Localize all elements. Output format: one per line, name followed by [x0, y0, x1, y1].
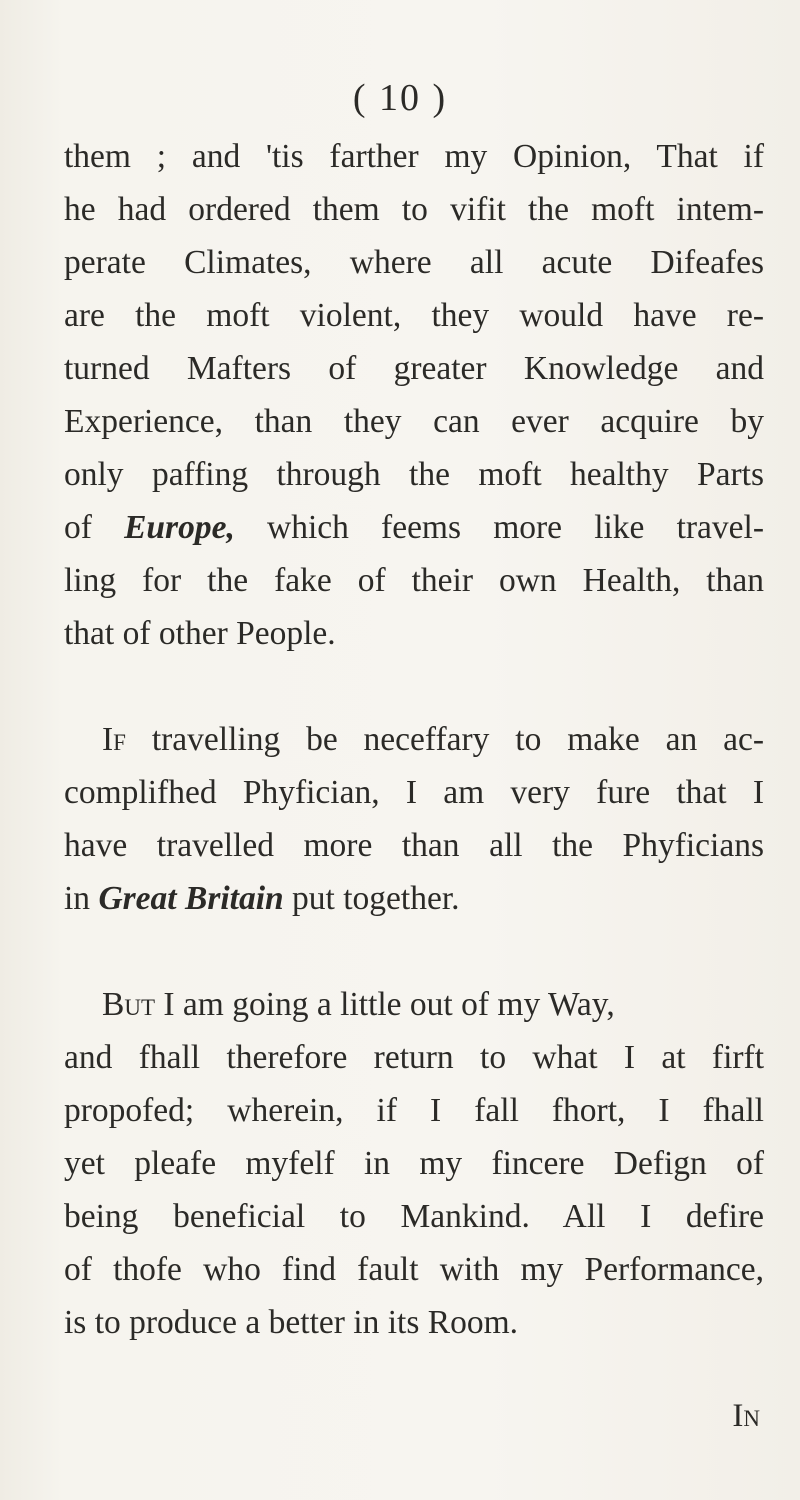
text-line: complifhed Phyfician, I am very fure that I [64, 774, 764, 811]
text-line [64, 501, 764, 554]
page-number: ( 10 ) [352, 77, 448, 119]
text-line: of thofe who find fault with my Performance, [64, 1251, 764, 1288]
italic-place-name: Great Britain [98, 880, 284, 917]
text-line [64, 713, 764, 766]
text-line: he had ordered them to vifit the moft intem- [64, 191, 764, 228]
paragraph-3 [64, 978, 764, 1349]
text-run: put together. [283, 880, 460, 917]
text-line: propofed; wherein, if I fall fhort, I fhall [64, 1092, 764, 1129]
body-text [64, 130, 764, 1349]
italic-place-name: Europe, [124, 509, 235, 546]
text-line: perate Climates, where all acute Difeafes [64, 244, 764, 281]
text-line [64, 872, 764, 925]
text-line: them ; and 'tis farther my Opinion, That if [64, 138, 764, 175]
text-line: turned Mafters of greater Knowledge and [64, 350, 764, 387]
text-line: ling for the fake of their own Health, than [64, 562, 764, 599]
text-line: only paffing through the moft healthy Parts [64, 456, 764, 493]
lead-word: If [102, 721, 126, 758]
text-line: that of other People. [64, 615, 336, 652]
text-line: being beneficial to Mankind. All I defire [64, 1198, 764, 1235]
paragraph-2 [64, 713, 764, 925]
lead-word: But [102, 986, 156, 1023]
text-line: yet pleafe myfelf in my fincere Defign of [64, 1145, 764, 1182]
text-line: have travelled more than all the Phyficians [64, 827, 764, 864]
text-line: is to produce a better in its Room. [64, 1304, 519, 1341]
text-line: and fhall therefore return to what I at firft [64, 1039, 764, 1076]
text-line: are the moft violent, they would have re- [64, 297, 764, 334]
text-run: in [64, 880, 99, 917]
text-run: I am going a little out of my Way, [155, 986, 615, 1023]
text-line [64, 978, 764, 1031]
text-run: of [64, 509, 125, 546]
catchword: In [732, 1398, 760, 1434]
text-run: travelling be neceffary to make an ac- [125, 721, 764, 758]
text-line: Experience, than they can ever acquire by [64, 403, 764, 440]
paragraph-1 [64, 130, 764, 660]
text-run: which feems more like travel- [234, 509, 765, 546]
